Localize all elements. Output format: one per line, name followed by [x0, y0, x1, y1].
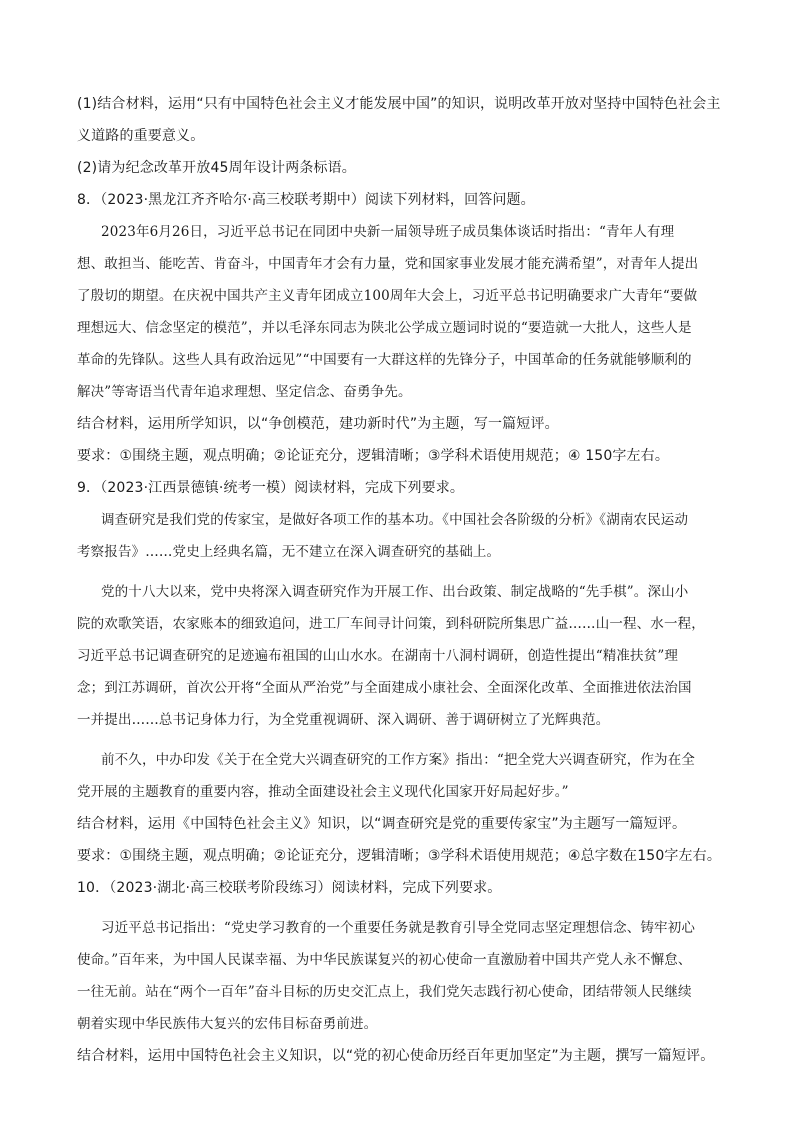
question-8-heading: 8．（2023·黑龙江齐齐哈尔·高三校联考期中）阅读下列材料，回答问题。	[77, 192, 535, 208]
question-9-material-line: 考察报告》……党史上经典名篇，无不建立在深入调查研究的基础上。	[77, 544, 501, 560]
question-7-part-2: (2)请为纪念改革开放45周年设计两条标语。	[77, 160, 356, 176]
question-9-requirements: 要求：①围绕主题，观点明确；②论证充分，逻辑清晰；③学科术语使用规范；④总字数在150字左右。	[77, 848, 721, 864]
question-9-material-line: 念；到江苏调研，首次公开将“全面从严治党”与全面建成小康社会、全面深化改革、全面推进依法治国	[77, 680, 692, 696]
question-8-task: 结合材料，运用所学知识，以“争创模范，建功新时代”为主题，写一篇短评。	[77, 416, 559, 432]
question-8-material-line: 理想远大、信念坚定的模范”，并以毛泽东同志为陕北公学成立题词时说的“要造就一大批人，这些人是	[77, 320, 692, 336]
question-9-task: 结合材料，运用《中国特色社会主义》知识，以“调查研究是党的重要传家宝”为主题写一篇短评。	[77, 816, 687, 832]
question-9-material-line: 一并提出……总书记身体力行，为全党重视调研、深入调研、善于调研树立了光辉典范。	[77, 712, 610, 728]
question-10-heading: 10．（2023·湖北·高三校联考阶段练习）阅读材料，完成下列要求。	[77, 880, 502, 896]
question-8-material-line: 革命的先锋队。这些人具有政治远见”“中国要有一大群这样的先锋分子，中国革命的任务就能够顺利的	[77, 352, 692, 368]
question-8-requirements: 要求：①围绕主题，观点明确；②论证充分，逻辑清晰；③学科术语使用规范；④ 150字左右。	[77, 448, 669, 464]
question-8-material-line: 2023年6月26日，习近平总书记在同团中央新一届领导班子成员集体谈话时指出：“青年人有理	[101, 224, 675, 240]
question-10-material-line: 使命。”百年来，为中国人民谋幸福、为中华民族谋复兴的初心使命一直激励着中国共产党人永不懈怠、	[77, 952, 692, 968]
question-9-material-line: 党开展的主题教育的重要内容，推动全面建设社会主义现代化国家开好局起好步。”	[77, 784, 569, 800]
question-7-part-1-line-2: 义道路的重要意义。	[77, 128, 205, 144]
question-8-material-line: 解决”等寄语当代青年追求理想、坚定信念、奋勇争先。	[77, 384, 412, 400]
question-9-material-line: 习近平总书记调查研究的足迹遍布祖国的山山水水。在湖南十八洞村调研，创造性提出“精准扶贫”理	[77, 648, 679, 664]
question-8-material-line: 了殷切的期望。在庆祝中国共产主义青年团成立100周年大会上，习近平总书记明确要求广大青年“要做	[77, 288, 698, 304]
question-10-material-line: 朝着实现中华民族伟大复兴的宏伟目标奋勇前进。	[77, 1016, 378, 1032]
question-9-material-line: 前不久，中办印发《关于在全党大兴调查研究的工作方案》指出：“把全党大兴调查研究，作为在全	[101, 752, 695, 768]
question-9-material-line: 党的十八大以来，党中央将深入调查研究作为开展工作、出台政策、制定战略的“先手棋”。深山小	[101, 584, 689, 600]
question-10-task: 结合材料，运用中国特色社会主义知识，以“党的初心使命历经百年更加坚定”为主题，撰写一篇短评。	[77, 1048, 715, 1064]
question-9-material-line: 调查研究是我们党的传家宝，是做好各项工作的基本功。《中国社会各阶级的分析》《湖南农民运动	[101, 512, 689, 528]
question-10-material-line: 一往无前。站在“两个一百年”奋斗目标的历史交汇点上，我们党矢志践行初心使命，团结带领人民继续	[77, 984, 692, 1000]
question-10-material-line: 习近平总书记指出：“党史学习教育的一个重要任务就是教育引导全党同志坚定理想信念、铸牢初心	[101, 920, 695, 936]
question-8-material-line: 想、敢担当、能吃苦、肯奋斗，中国青年才会有力量，党和国家事业发展才能充满希望”，对青年人提出	[77, 256, 699, 272]
question-7-part-1-line-1: (1)结合材料，运用“只有中国特色社会主义才能发展中国”的知识，说明改革开放对坚持中国特色社会主	[77, 96, 721, 112]
question-9-heading: 9．（2023·江西景德镇·统考一模）阅读材料，完成下列要求。	[77, 480, 465, 496]
question-9-material-line: 院的欢歌笑语，农家账本的细致追问，进工厂车间寻计问策，到科研院所集思广益……山一程、水一程，	[77, 616, 705, 632]
